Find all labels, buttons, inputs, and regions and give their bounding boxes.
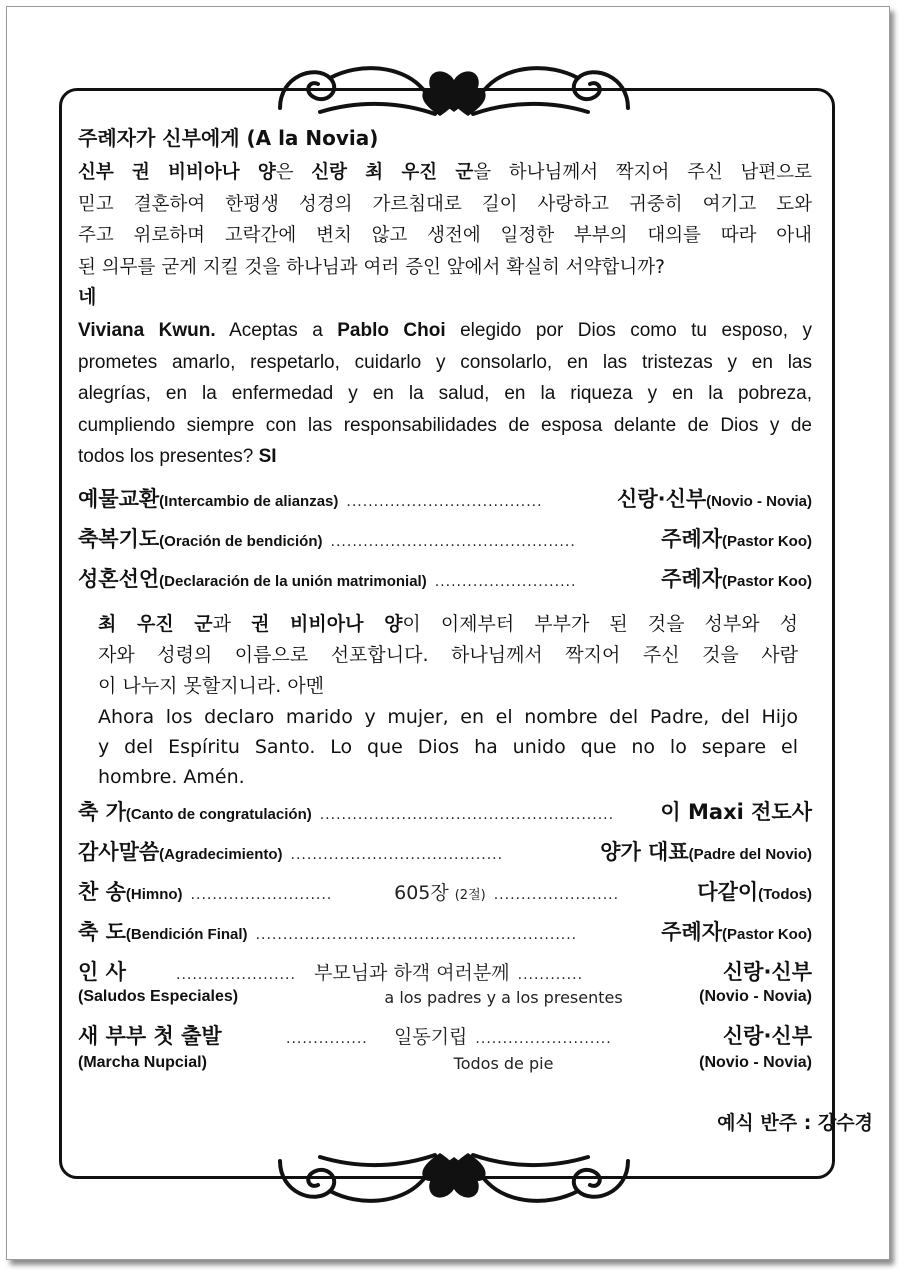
heart-ornament-bottom <box>260 1143 648 1213</box>
program-row-hymn: 찬 송 (Himno) .......................... 605장 (2절) ....................... 다같이 (Todos) <box>78 879 813 904</box>
program-row-blessing-prayer: 축복기도 (Oración de bendición) ............................................. 주례자 (Pastor Koo) <box>78 526 812 551</box>
organist-credit: 예식 반주 : 강수경 <box>717 1112 873 1134</box>
program-row-benediction: 축 도 (Bendición Final) ........................................................... 주례자 (Pastor Koo) <box>78 919 812 944</box>
declaration-text: 최 우진 군과 권 비비아나 양이 이제부터 부부가 된 것을 성부와 성 자와 성령의 이름으로 선포합니다. 하나님께서 짝지어 주신 것을 사람 이 나누지 못할지니라. 아멘 Ahora los declaro marido y mujer, en el nombre del Padre, del Hijo y del Espíritu Santo. Lo que Dios ha unido que no lo separe el hombre. Amén. <box>98 612 798 788</box>
bride-name-decl: 권 비비아나 양 <box>251 612 403 635</box>
program-row-greeting: 인 사 ...................... 부모님과 하객 여러분께 ............ 신랑·신부 <box>78 959 812 984</box>
answer-ko: 네 <box>78 286 97 308</box>
heart-ornament-top <box>260 56 648 126</box>
program-sub-greeting: (Saludos Especiales) a los padres y a los presentes (Novio - Novia) <box>78 987 812 1007</box>
program-row-recessional: 새 부부 첫 출발 ............... 일동기립 ......................... 신랑·신부 <box>78 1023 812 1048</box>
bride-name-ko: 신부 권 비비아나 양 <box>78 162 276 183</box>
program-row-ring-exchange: 예물교환 (Intercambio de alianzas) .................................... 신랑·신부 (Novio - Novia) <box>78 486 812 511</box>
program-sub-recessional: (Marcha Nupcial) Todos de pie (Novio - Novia) <box>78 1053 812 1073</box>
vow-korean: 신부 권 비비아나 양은 신랑 최 우진 군을 하나님께서 짝지어 주신 남편으로 믿고 결혼하여 한평생 성경의 가르침대로 길이 사랑하고 귀중히 여기고 도와 주고 위로하며 고락간에 변치 않고 생전에 일정한 부부의 대의를 따라 아내 된 의무를 굳게 지킬 것을 하나님과 여러 증인 앞에서 확실히 서약합니까? 네 <box>78 157 812 311</box>
vow-spanish: Viviana Kwun. Aceptas a Pablo Choi elegido por Dios como tu esposo, y prometes amarlo, respetarlo, cuidarlo y consolarlo, en las tristezas y en las alegrías, en la enfermedad y en la salud, en la riqueza y en la pobreza, cumpliendo siempre con las responsabilidades de esposa delante de Dios y de todos los presentes? SI <box>78 320 812 467</box>
groom-name-ko: 신랑 최 우진 군 <box>311 162 474 183</box>
program-row-declaration: 성혼선언 (Declaración de la unión matrimonial) .......................... 주례자 (Pastor Koo) <box>78 566 812 591</box>
section-heading: 주례자가 신부에게 (A la Novia) <box>78 126 379 150</box>
hymn-number: 605장 <box>394 881 449 904</box>
bride-name-es: Viviana Kwun. <box>78 320 216 341</box>
groom-name-decl: 최 우진 군 <box>98 612 213 635</box>
answer-es: SI <box>258 446 277 467</box>
program-content <box>78 118 812 1080</box>
hymn-verse: (2절) <box>454 887 486 903</box>
program-row-thanks: 감사말씀 (Agradecimiento) ....................................... 양가 대표 (Padre del Novio) <box>78 839 812 864</box>
groom-name-es: Pablo Choi <box>337 320 446 341</box>
program-row-congratulation-song: 축 가 (Canto de congratulación) ...................................................... 이 Maxi 전도사 <box>78 799 812 824</box>
